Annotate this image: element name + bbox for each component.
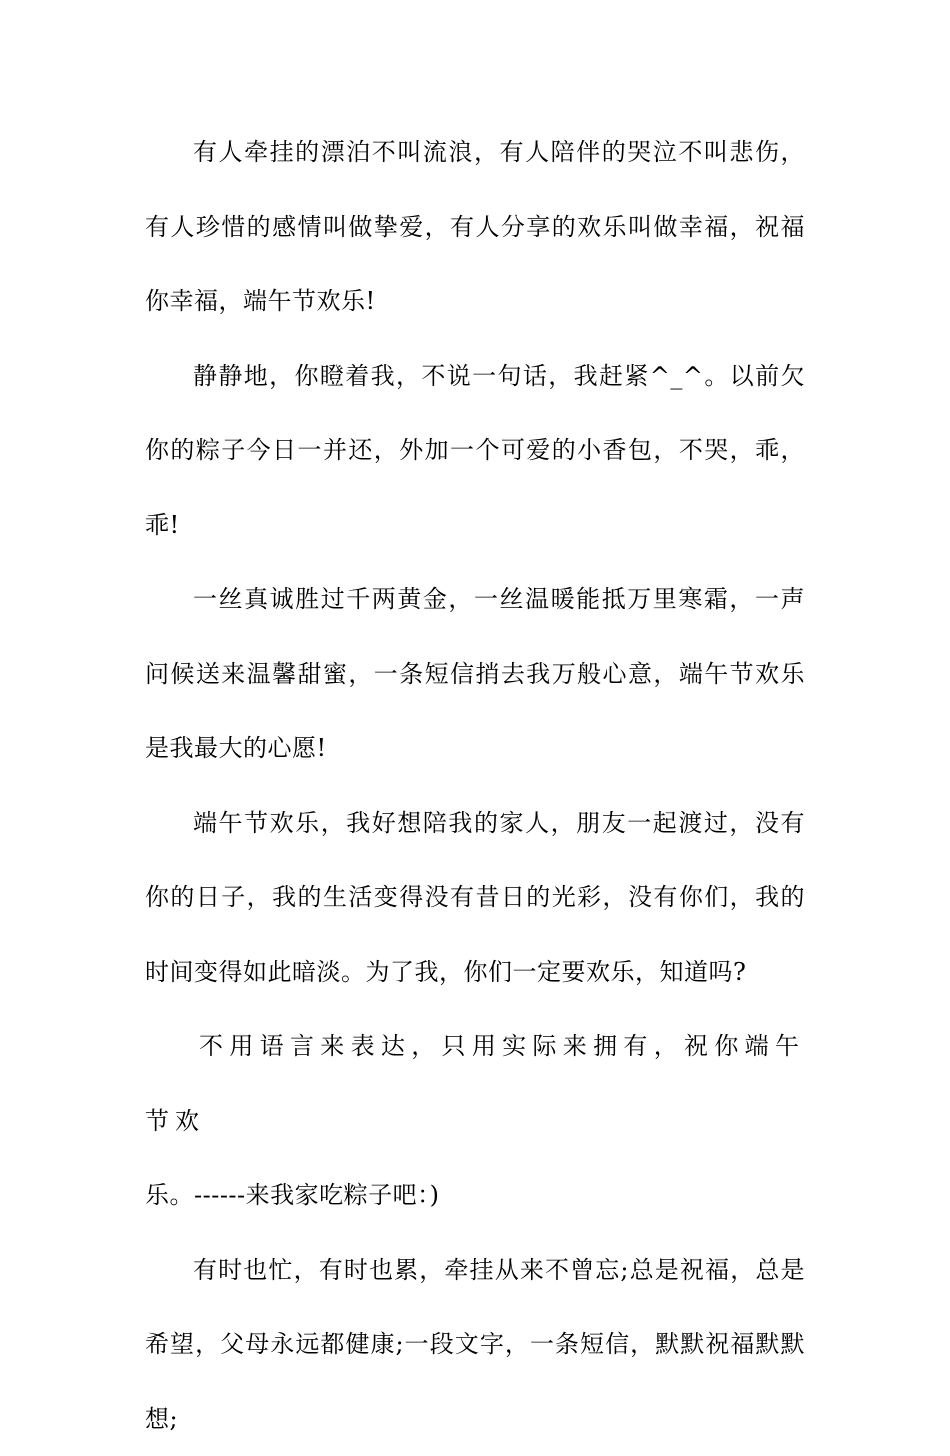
paragraph-5-head: 不用语言来表达，只用实际来拥有，祝你端午节欢 bbox=[145, 1032, 805, 1135]
paragraph-6: 有时也忙，有时也累，牵挂从来不曾忘;总是祝福，总是希望，父母永远都健康;一段文字，一条短信，默默祝福默默想; bbox=[145, 1233, 805, 1456]
paragraph-3: 一丝真诚胜过千两黄金，一丝温暖能抵万里寒霜，一声问候送来温馨甜蜜，一条短信捎去我万般心意，端午节欢乐是我最大的心愿! bbox=[145, 562, 805, 786]
paragraph-1: 有人牵挂的漂泊不叫流浪，有人陪伴的哭泣不叫悲伤，有人珍惜的感情叫做挚爱，有人分享的欢乐叫做幸福，祝福你幸福，端午节欢乐! bbox=[145, 115, 805, 339]
paragraph-5-tail: 乐。------来我家吃粽子吧：) bbox=[145, 1181, 440, 1209]
paragraph-2: 静静地，你瞪着我，不说一句话，我赶紧^_^。以前欠你的粽子今日一并还，外加一个可爱的小香包，不哭，乖，乖! bbox=[145, 339, 805, 563]
paragraph-4: 端午节欢乐，我好想陪我的家人，朋友一起渡过，没有你的日子，我的生活变得没有昔日的光彩，没有你们，我的时间变得如此暗淡。为了我，你们一定要欢乐，知道吗? bbox=[145, 786, 805, 1010]
paragraph-5 bbox=[145, 1009, 805, 1233]
document-body bbox=[145, 115, 805, 1456]
